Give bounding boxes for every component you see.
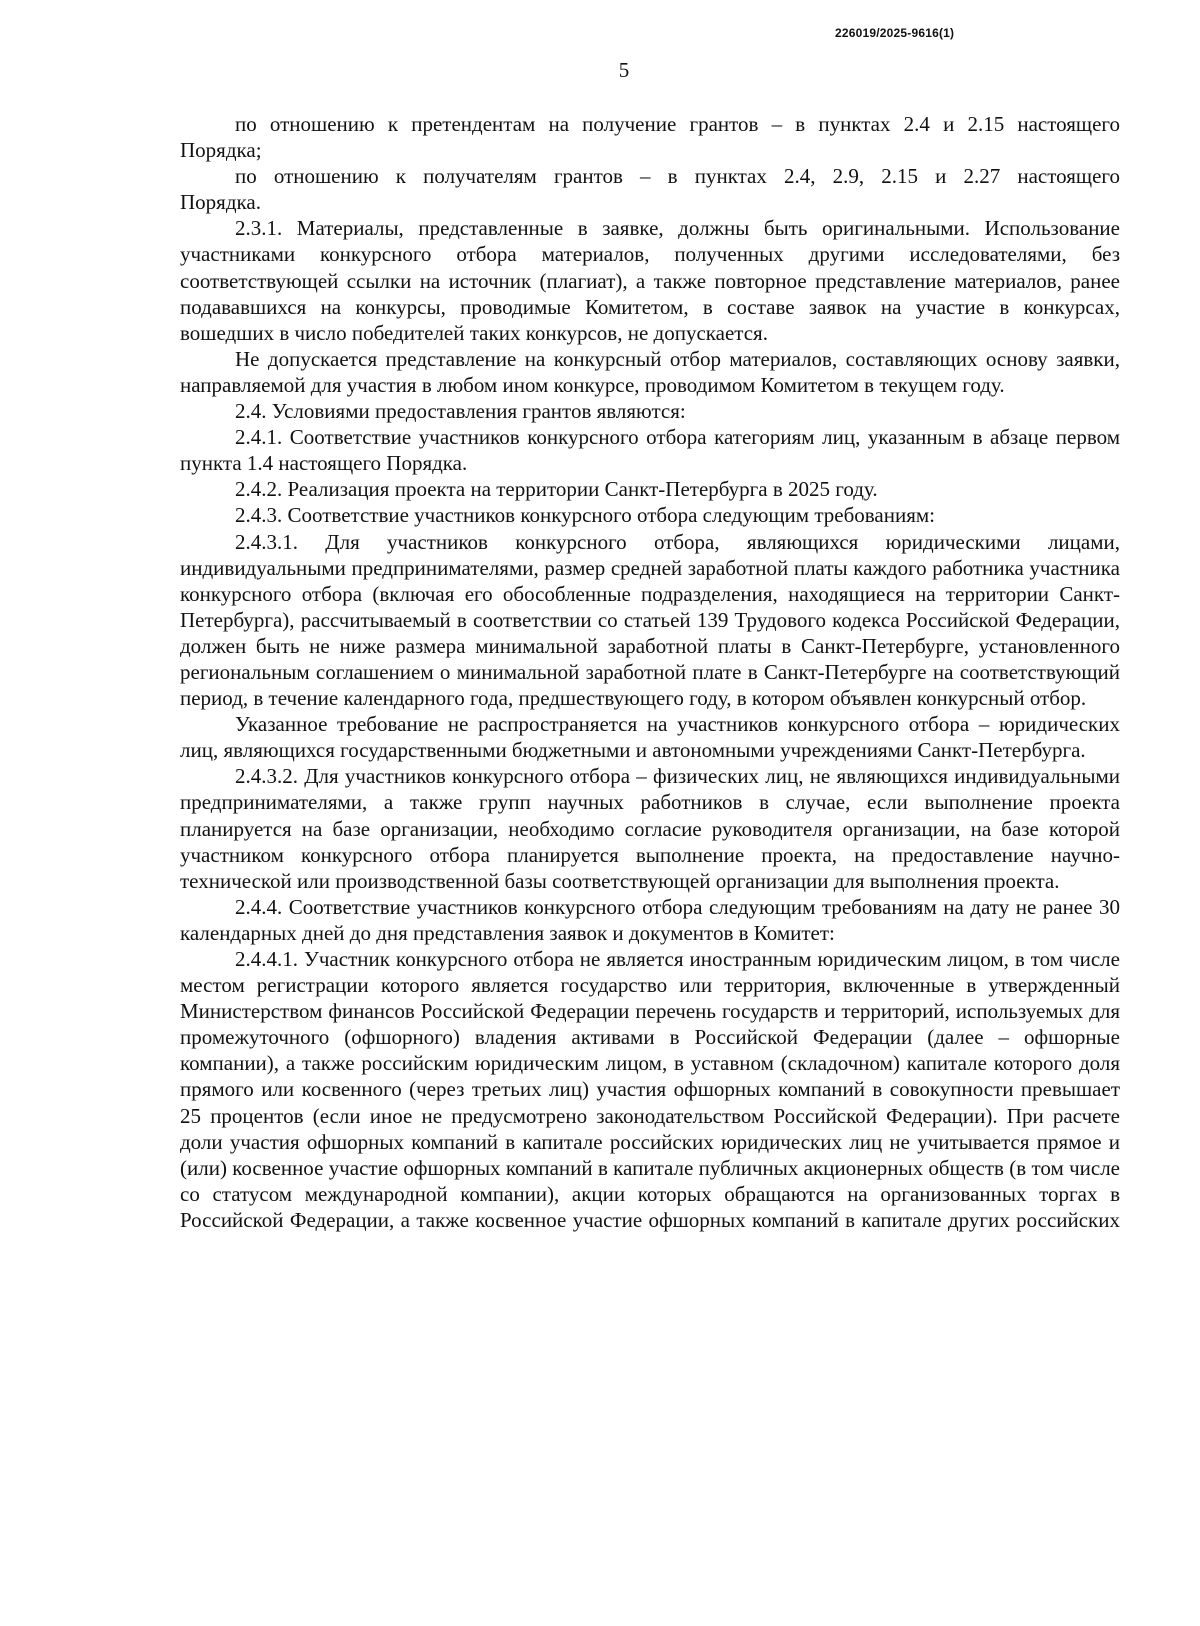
paragraph: 2.4.4. Соответствие участников конкурсного отбора следующим требованиям на дату не ранее 30 календарных дней до дня представления заявок и документов в Комитет: — [180, 894, 1120, 945]
paragraph: 2.4.3.1. Для участников конкурсного отбора, являющихся юридическими лицами, индивидуальными предпринимателями, размер средней заработной платы каждого работника участника конкурсного отбора (включая его обособленные подразделения, находящиеся на территории Санкт-Петербурга), рассчитываемый в соответствии со статьей 139 Трудового кодекса Российской Федерации, должен быть не ниже размера минимальной заработной платы в Санкт-Петербурге, установленного региональным соглашением о минимальной заработной плате в Санкт-Петербурге на соответствующий период, в течение календарного года, предшествующего году, в котором объявлен конкурсный отбор. — [180, 529, 1120, 711]
paragraph: 2.4.1. Соответствие участников конкурсного отбора категориям лиц, указанным в абзаце первом пункта 1.4 настоящего Порядка. — [180, 425, 1120, 476]
paragraph: Порядка; — [180, 138, 262, 163]
paragraph: 2.4.2. Реализация проекта на территории Санкт-Петербурга в 2025 году. — [235, 477, 878, 502]
paragraph: 2.3.1. Материалы, представленные в заявке, должны быть оригинальными. Использование участниками конкурсного отбора материалов, полученных другими исследователями, без соответствующей ссылки на источник (плагиат), а также повторное представление материалов, ранее подававшихся на конкурсы, проводимые Комитетом, в составе заявок на участие в конкурсах, вошедших в число победителей таких конкурсов, не допускается. — [180, 216, 1120, 345]
document-body — [180, 111, 1120, 1233]
document-registration-number: 226019/2025-9616(1) — [835, 26, 955, 40]
paragraph: Порядка. — [180, 190, 261, 215]
paragraph: Указанное требование не распространяется на участников конкурсного отбора – юридических лиц, являющихся государственными бюджетными и автономными учреждениями Санкт-Петербурга. — [180, 712, 1120, 763]
page-number: 5 — [618, 58, 630, 82]
paragraph: 2.4. Условиями предоставления грантов являются: — [235, 399, 686, 424]
paragraph: Не допускается представление на конкурсный отбор материалов, составляющих основу заявки, направляемой для участия в любом ином конкурсе, проводимом Комитетом в текущем году. — [180, 346, 1120, 397]
paragraph: 2.4.4.1. Участник конкурсного отбора не является иностранным юридическим лицом, в том числе местом регистрации которого является государство или территория, включенные в утвержденный Министерством финансов Российской Федерации перечень государств и территорий, используемых для промежуточного (офшорного) владения активами в Российской Федерации (далее – офшорные компании), а также российским юридическим лицом, в уставном (складочном) капитале которого доля прямого или косвенного (через третьих лиц) участия офшорных компаний в совокупности превышает 25 процентов (если иное не предусмотрено законодательством Российской Федерации). При расчете доли участия офшорных компаний в капитале российских юридических лиц не учитывается прямое и (или) косвенное участие офшорных компаний в капитале публичных акционерных обществ (в том числе со статусом международной компании), акции которых обращаются на организованных торгах в Российской Федерации, а также косвенное участие офшорных компаний в капитале других российских — [180, 947, 1120, 1232]
paragraph: 2.4.3.2. Для участников конкурсного отбора – физических лиц, не являющихся индивидуальными предпринимателями, а также групп научных работников в случае, если выполнение проекта планируется на базе организации, необходимо согласие руководителя организации, на базе которой участником конкурсного отбора планируется выполнение проекта, на предоставление научно-технической или производственной базы соответствующей организации для выполнения проекта. — [180, 764, 1120, 893]
paragraph: 2.4.3. Соответствие участников конкурсного отбора следующим требованиям: — [235, 503, 935, 528]
paragraph: по отношению к получателям грантов – в пунктах 2.4, 2.9, 2.15 и 2.27 настоящего — [235, 164, 1120, 189]
paragraph: по отношению к претендентам на получение грантов – в пунктах 2.4 и 2.15 настоящего — [235, 112, 1120, 136]
